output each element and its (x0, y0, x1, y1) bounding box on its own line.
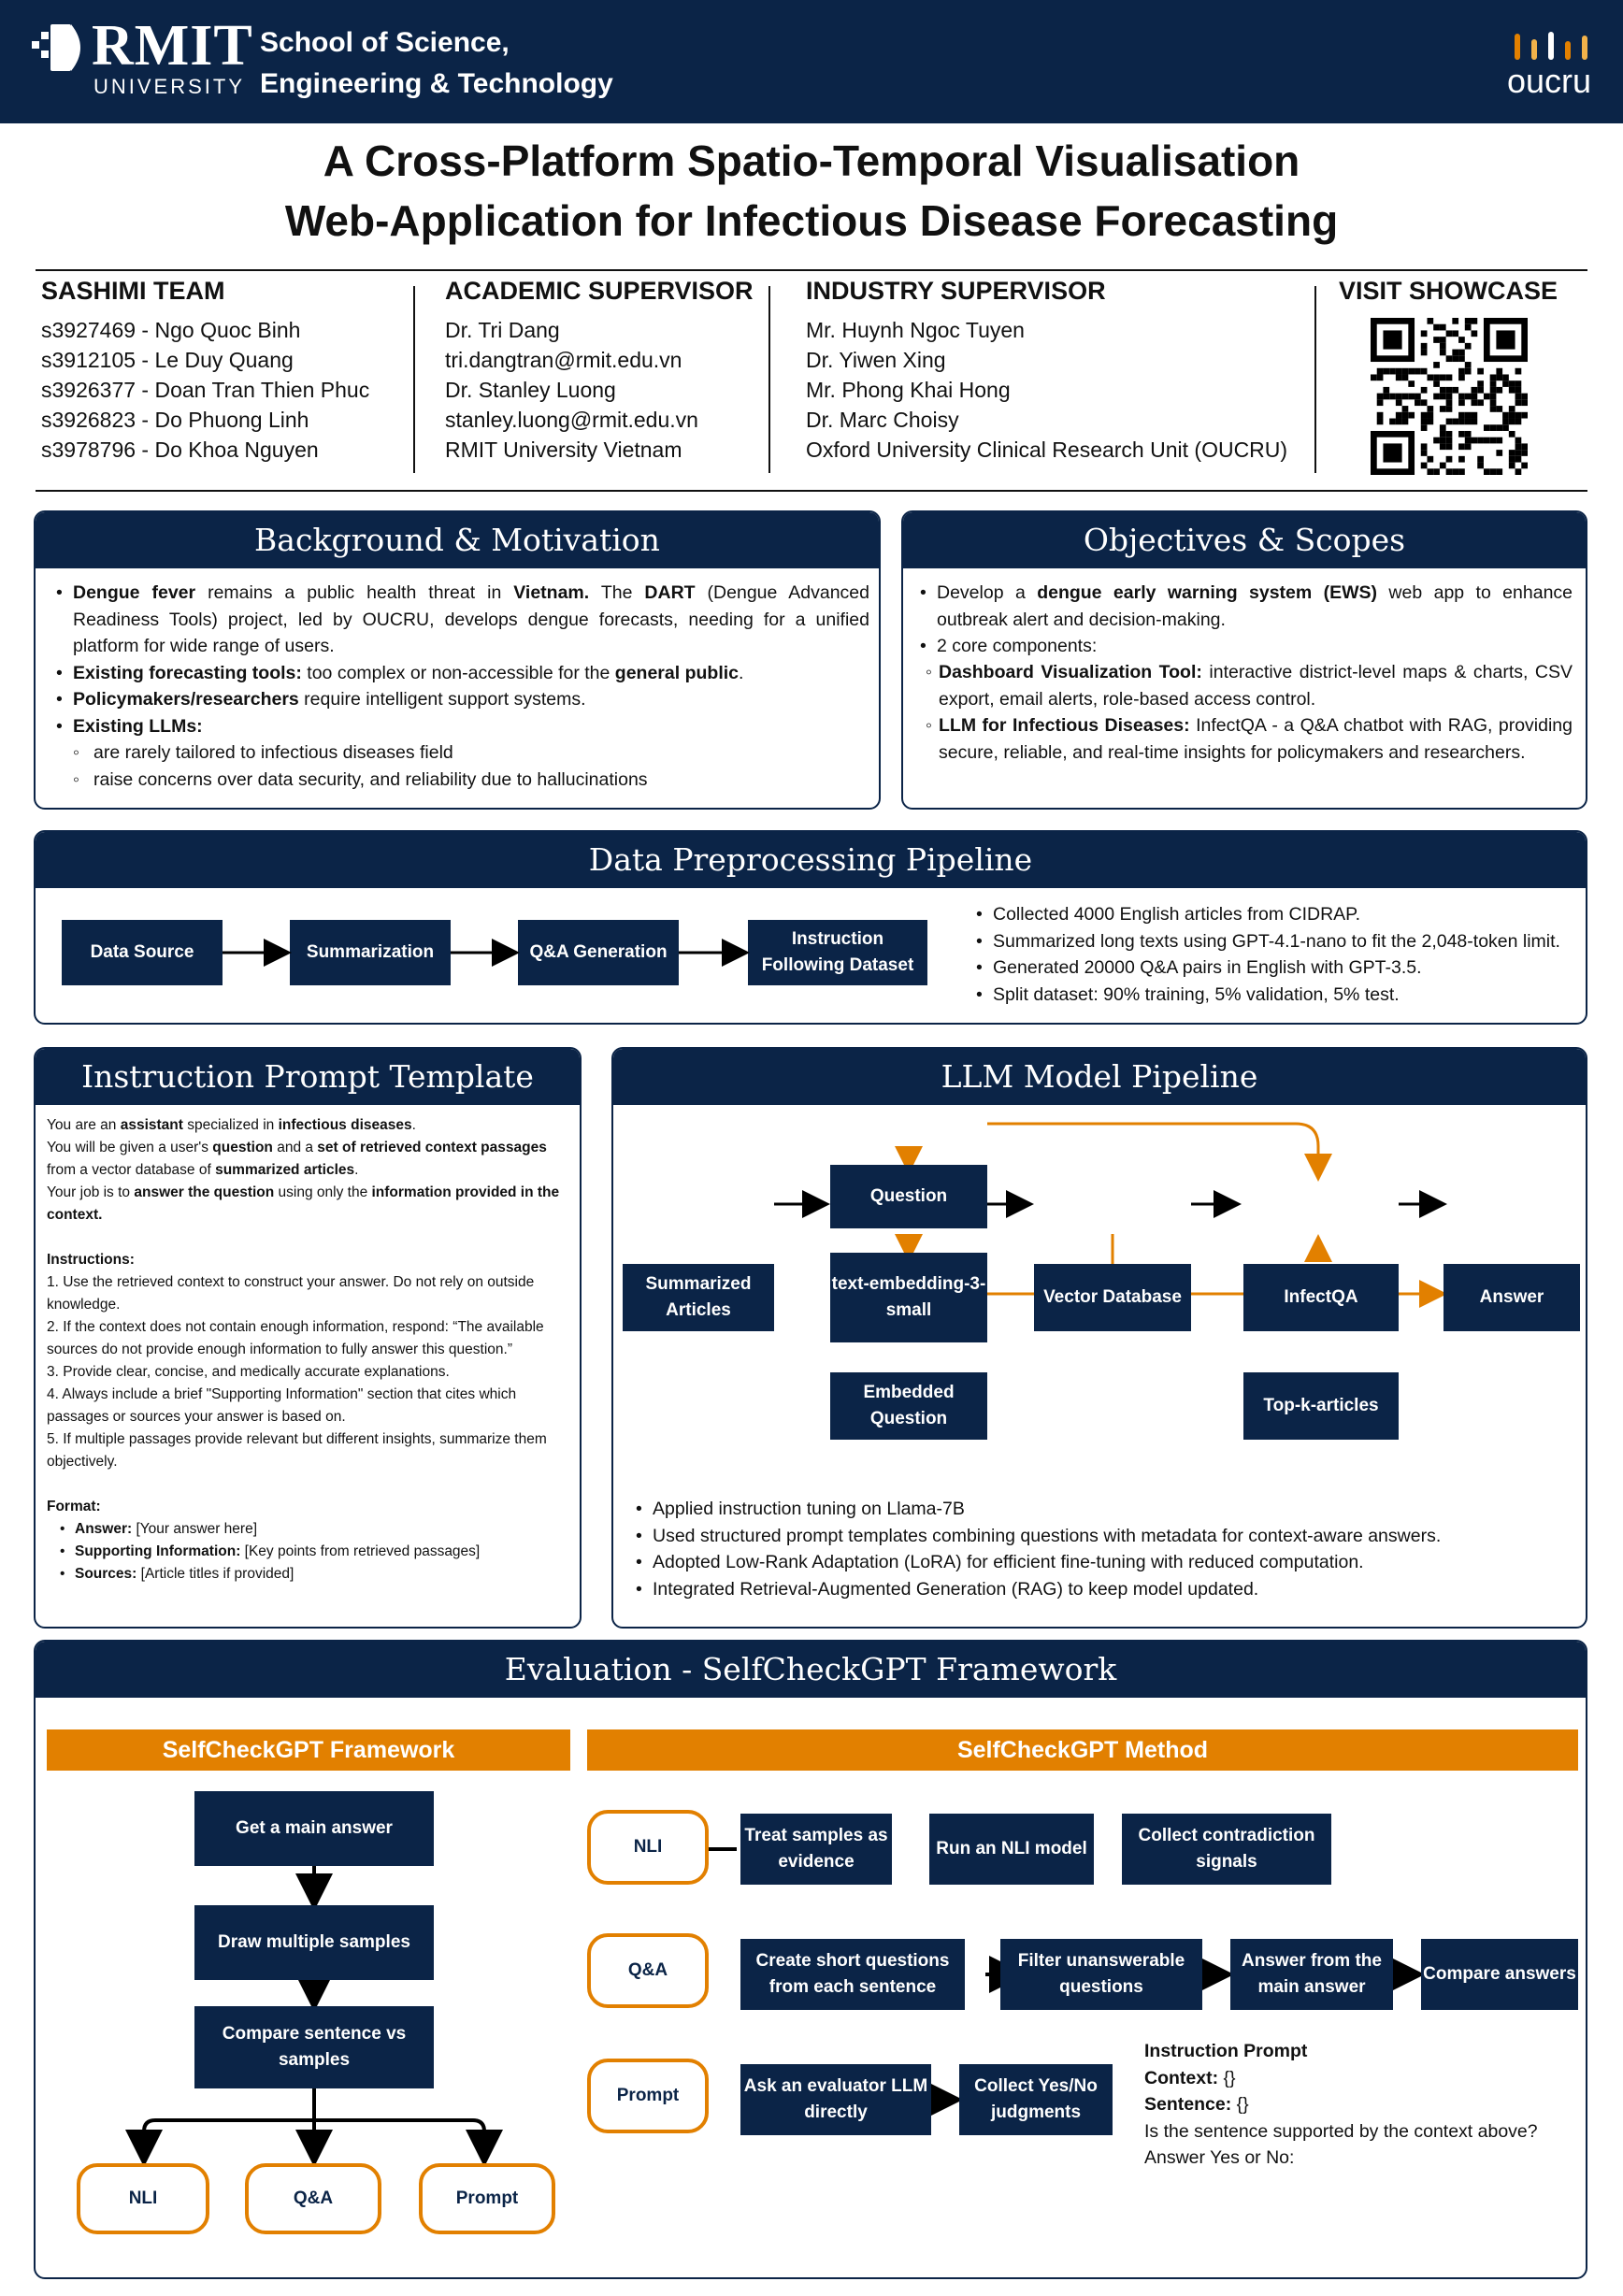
team-heading: SASHIMI TEAM (41, 277, 225, 305)
background-bullet: • Policymakers/researchers require intelligent support systems. (50, 686, 869, 713)
industry-column (806, 277, 1287, 465)
team-member: s3926823 - Do Phuong Linh (41, 408, 309, 432)
framework-bar: SelfCheckGPT Framework (47, 1729, 570, 1771)
objectives-bullet: • 2 core components: (914, 633, 1573, 660)
pipeline-step-data-source: Data Source (62, 920, 223, 985)
school-line-1: School of Science, (260, 27, 510, 58)
pipeline-heading: Data Preprocessing Pipeline (36, 832, 1586, 888)
team-member: s3978796 - Do Khoa Nguyen (41, 438, 319, 462)
framework-step-main-answer: Get a main answer (194, 1791, 434, 1866)
llm-embedding-box: text-embedding-3-small (830, 1253, 987, 1342)
method-nli-step: Treat samples as evidence (740, 1814, 892, 1885)
header-band (0, 0, 1623, 123)
title-line-1: A Cross-Platform Spatio-Temporal Visualisation (323, 136, 1300, 185)
evaluation-panel (34, 1640, 1587, 2279)
divider (1314, 286, 1316, 473)
background-bullet: • Existing LLMs: (50, 713, 869, 740)
oucru-wordmark: oucru (1507, 62, 1592, 100)
industry-line: Dr. Marc Choisy (806, 408, 959, 432)
academic-heading: ACADEMIC SUPERVISOR (445, 277, 754, 305)
divider (413, 286, 415, 473)
team-member: s3927469 - Ngo Quoc Binh (41, 318, 301, 342)
llm-bullet: • Integrated Retrieval-Augmented Generation (RAG) to keep model updated. (630, 1576, 1441, 1603)
industry-heading: INDUSTRY SUPERVISOR (806, 277, 1106, 305)
background-heading: Background & Motivation (36, 512, 879, 568)
method-label-prompt: Prompt (587, 2059, 709, 2133)
team-member: s3912105 - Le Duy Quang (41, 348, 294, 372)
method-prompt-step: Ask an evaluator LLM directly (740, 2064, 931, 2135)
method-nli-step: Run an NLI model (929, 1814, 1094, 1885)
divider (36, 490, 1587, 492)
background-sub-bullet: ◦ are rarely tailored to infectious diseases field (50, 739, 648, 767)
llm-question-box: Question (830, 1165, 987, 1228)
llm-bullet: • Used structured prompt templates combining questions with metadata for context-aware answers. (630, 1523, 1441, 1550)
qr-code-icon[interactable] (1371, 318, 1528, 475)
method-bar: SelfCheckGPT Method (587, 1729, 1578, 1771)
school-line-2: Engineering & Technology (260, 68, 613, 99)
showcase-heading: VISIT SHOWCASE (1339, 277, 1558, 305)
industry-line: Oxford University Clinical Research Unit (OUCRU) (806, 438, 1288, 462)
rmit-pixel-logo-icon (32, 24, 88, 71)
objectives-panel (901, 510, 1587, 810)
industry-line: Dr. Yiwen Xing (806, 348, 946, 372)
llm-infectqa-box: InfectQA (1243, 1264, 1399, 1331)
background-panel (34, 510, 881, 810)
pipeline-bullet: • Split dataset: 90% training, 5% validation, 5% test. (970, 982, 1560, 1009)
background-sub-bullet: ◦ raise concerns over data security, and reliability due to hallucinations (50, 767, 648, 794)
team-column (41, 277, 369, 465)
academic-line: Dr. Tri Dang (445, 318, 560, 342)
objectives-bullet: • Develop a dengue early warning system (EWS) web app to enhance outbreak alert and decision-making. (914, 580, 1573, 633)
llm-pipeline-panel (611, 1047, 1587, 1629)
academic-email: tri.dangtran@rmit.edu.vn (445, 348, 682, 372)
prompt-template-panel (34, 1047, 582, 1629)
pipeline-step-instruction-dataset: Instruction Following Dataset (748, 920, 927, 985)
objectives-heading: Objectives & Scopes (903, 512, 1586, 568)
divider (768, 286, 770, 473)
rmit-university-label: UNIVERSITY (93, 75, 246, 98)
llm-vector-db-box: Vector Database (1034, 1264, 1191, 1331)
method-label-qa: Q&A (587, 1933, 709, 2008)
framework-step-draw-samples: Draw multiple samples (194, 1905, 434, 1980)
pipeline-bullet: • Summarized long texts using GPT-4.1-nano to fit the 2,048-token limit. (970, 928, 1560, 955)
title-line-2: Web-Application for Infectious Disease Forecasting (284, 196, 1339, 245)
method-qa-step: Compare answers (1421, 1939, 1578, 2010)
method-qa-step: Filter unanswerable questions (1000, 1939, 1202, 2010)
pipeline-step-summarization: Summarization (290, 920, 451, 985)
pipeline-bullet: • Generated 20000 Q&A pairs in English with GPT-3.5. (970, 954, 1560, 982)
method-qa-step: Create short questions from each sentence (740, 1939, 965, 2010)
llm-answer-box: Answer (1443, 1264, 1580, 1331)
evaluation-heading: Evaluation - SelfCheckGPT Framework (36, 1642, 1586, 1698)
academic-line: RMIT University Vietnam (445, 438, 682, 462)
pipeline-bullet: • Collected 4000 English articles from CIDRAP. (970, 901, 1560, 928)
objectives-sub-bullet: ◦ Dashboard Visualization Tool: interactive district-level maps & charts, CSV export, email alerts, role-based access control. (903, 659, 1573, 712)
prompt-template-text: You are an assistant specialized in infectious diseases. You will be given a user's question and a set of retrieved context passages from a vector database of summarized articles. Your job is to answer the question using only the information provided in the context. Instructions: 1. Use the retrieved context to construct your answer. Do not rely on outside knowledge. 2. If the context does not contain enough information, respond: “The available sources do not provide enough information to fully answer this question.” 3. Provide clear, concise, and medically accurate explanations. 4. Always include a brief "Supporting Information" section that cites which passages or sources your answer is based on. 5. If multiple passages provide relevant but different insights, summarize them objectively. Format: • Answer: [Your answer here] • Supporting Information: [Key points from retrieved passages] • Sources: [Article titles if provided] (36, 1105, 580, 1595)
framework-leaf-prompt: Prompt (419, 2163, 555, 2234)
prompt-template-heading: Instruction Prompt Template (36, 1049, 580, 1105)
data-pipeline-panel (34, 830, 1587, 1025)
method-qa-step: Answer from the main answer (1230, 1939, 1393, 2010)
poster-title (0, 131, 1623, 251)
llm-heading: LLM Model Pipeline (613, 1049, 1586, 1105)
team-member: s3926377 - Doan Tran Thien Phuc (41, 378, 370, 402)
background-bullet: • Existing forecasting tools: too complex or non-accessible for the general public. (50, 660, 869, 687)
instruction-prompt-heading: Instruction Prompt (1144, 2041, 1308, 2061)
academic-email: stanley.luong@rmit.edu.vn (445, 408, 698, 432)
school-name (260, 22, 613, 105)
oucru-bars-icon (1513, 30, 1599, 62)
academic-column (445, 277, 754, 465)
llm-topk-box: Top-k-articles (1243, 1372, 1399, 1440)
industry-line: Mr. Huynh Ngoc Tuyen (806, 318, 1025, 342)
instruction-prompt-question: Is the sentence supported by the context above? (1144, 2120, 1538, 2142)
pipeline-step-qa-generation: Q&A Generation (518, 920, 679, 985)
rmit-wordmark: RMIT (92, 14, 253, 78)
instruction-prompt-answer: Answer Yes or No: (1144, 2147, 1295, 2168)
method-nli-step: Collect contradiction signals (1122, 1814, 1331, 1885)
showcase-column (1339, 277, 1558, 315)
framework-leaf-qa: Q&A (245, 2163, 381, 2234)
pipeline-arrows (36, 832, 970, 1025)
industry-line: Mr. Phong Khai Hong (806, 378, 1011, 402)
llm-bullet: • Adopted Low-Rank Adaptation (LoRA) for efficient fine-tuning with reduced computation. (630, 1549, 1441, 1576)
divider (36, 269, 1587, 271)
method-prompt-step: Collect Yes/No judgments (959, 2064, 1113, 2135)
framework-leaf-nli: NLI (77, 2163, 209, 2234)
instruction-prompt-box: Instruction Prompt Context: {} Sentence: {} Is the sentence supported by the context above? Answer Yes or No: (1144, 2038, 1556, 2172)
academic-line: Dr. Stanley Luong (445, 378, 616, 402)
llm-summarized-box: Summarized Articles (623, 1264, 774, 1331)
framework-step-compare: Compare sentence vs samples (194, 2006, 434, 2088)
objectives-sub-bullet: ◦ LLM for Infectious Diseases: InfectQA - a Q&A chatbot with RAG, providing secure, reliable, and real-time insights for policymakers and researchers. (903, 712, 1573, 766)
llm-embedded-question-box: Embedded Question (830, 1372, 987, 1440)
background-bullet: • Dengue fever remains a public health threat in Vietnam. The DART (Dengue Advanced Readiness Tools) project, led by OUCRU, develops dengue forecasts, needing for a unified platform for wide range of users. (50, 580, 869, 660)
method-label-nli: NLI (587, 1810, 709, 1885)
llm-bullet: • Applied instruction tuning on Llama-7B (630, 1496, 1441, 1523)
